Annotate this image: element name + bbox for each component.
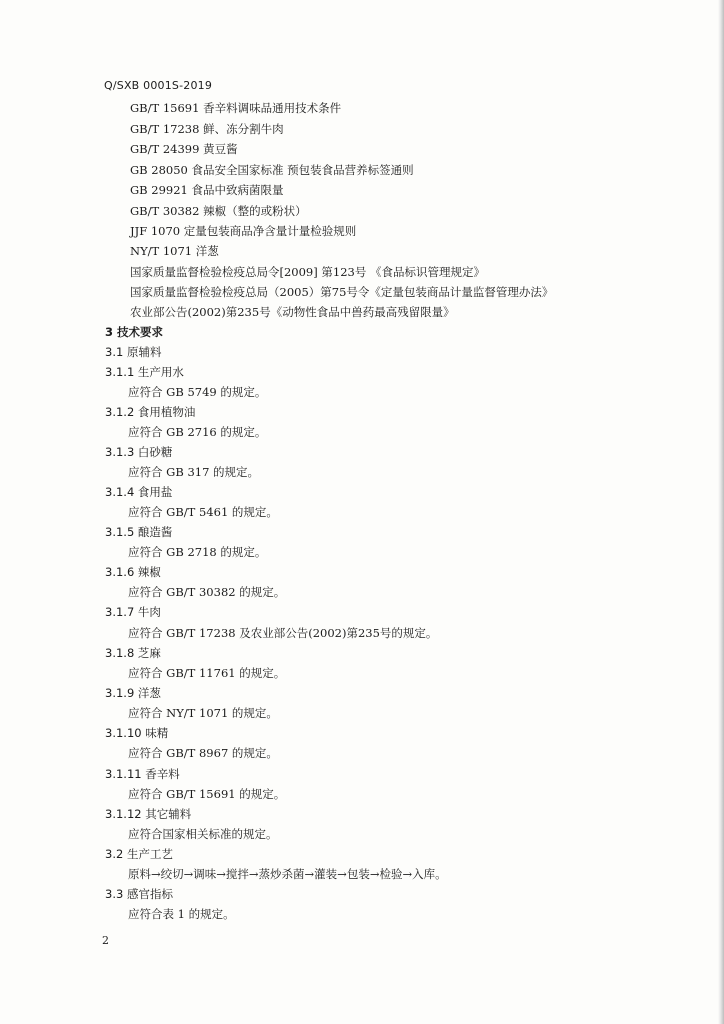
clause-heading: 3.1.5 酿造酱 bbox=[105, 525, 173, 539]
reference-item: JJF 1070 定量包装商品净含量计量检验规则 bbox=[130, 224, 357, 238]
scan-edge-shadow bbox=[718, 0, 724, 1024]
clause-heading: 3.1.6 辣椒 bbox=[105, 565, 161, 579]
clause-text: 应符合 NY/T 1071 的规定。 bbox=[128, 706, 278, 720]
clause-heading: 3.1.9 洋葱 bbox=[105, 686, 161, 700]
clause-heading: 3.1.2 食用植物油 bbox=[105, 405, 196, 419]
reference-item: GB 28050 食品安全国家标准 预包装食品营养标签通则 bbox=[130, 163, 414, 177]
reference-item: GB/T 17238 鲜、冻分割牛肉 bbox=[130, 122, 284, 136]
clause-text: 应符合 GB/T 8967 的规定。 bbox=[128, 746, 278, 760]
clause-heading: 3.1.10 味精 bbox=[105, 726, 169, 740]
clause-heading: 3.1.4 食用盐 bbox=[105, 485, 173, 499]
clause-text: 应符合国家相关标准的规定。 bbox=[128, 827, 278, 841]
clause-heading: 3.1.1 生产用水 bbox=[105, 365, 184, 379]
clause-text: 应符合 GB 2716 的规定。 bbox=[128, 425, 267, 439]
sensory-text: 应符合表 1 的规定。 bbox=[128, 907, 235, 921]
reference-item: 国家质量监督检验检疫总局（2005）第75号令《定量包装商品计量监督管理办法》 bbox=[130, 285, 554, 299]
standard-code-header: Q/SXB 0001S-2019 bbox=[104, 79, 213, 92]
process-flow-text: 原料→绞切→调味→搅拌→蒸炒杀菌→灌装→包装→检验→入库。 bbox=[128, 867, 447, 881]
clause-text: 应符合 GB 5749 的规定。 bbox=[128, 385, 267, 399]
reference-item: GB/T 30382 辣椒（整的或粉状） bbox=[130, 204, 307, 218]
reference-item: 国家质量监督检验检疫总局令[2009] 第123号 《食品标识管理规定》 bbox=[130, 265, 485, 279]
clause-heading: 3.1.3 白砂糖 bbox=[105, 445, 173, 459]
clause-text: 应符合 GB/T 11761 的规定。 bbox=[128, 666, 286, 680]
section-heading: 3.3 感官指标 bbox=[105, 887, 173, 901]
clause-heading: 3.1.12 其它辅料 bbox=[105, 807, 192, 821]
clause-text: 应符合 GB 2718 的规定。 bbox=[128, 545, 267, 559]
clause-heading: 3.1.8 芝麻 bbox=[105, 646, 161, 660]
clause-text: 应符合 GB 317 的规定。 bbox=[128, 465, 260, 479]
clause-heading: 3.1.7 牛肉 bbox=[105, 605, 161, 619]
clause-text: 应符合 GB/T 15691 的规定。 bbox=[128, 787, 286, 801]
reference-item: GB/T 15691 香辛料调味品通用技术条件 bbox=[130, 101, 342, 115]
clause-text: 应符合 GB/T 30382 的规定。 bbox=[128, 585, 286, 599]
clause-text: 应符合 GB/T 17238 及农业部公告(2002)第235号的规定。 bbox=[128, 626, 438, 640]
clause-heading: 3.1.11 香辛料 bbox=[105, 767, 180, 781]
clause-text: 应符合 GB/T 5461 的规定。 bbox=[128, 505, 278, 519]
reference-item: NY/T 1071 洋葱 bbox=[130, 244, 219, 258]
page-number: 2 bbox=[102, 934, 109, 947]
reference-item: GB 29921 食品中致病菌限量 bbox=[130, 183, 284, 197]
section-heading: 3.2 生产工艺 bbox=[105, 847, 173, 861]
reference-item: GB/T 24399 黄豆酱 bbox=[130, 142, 238, 156]
chapter-title: 3 技术要求 bbox=[105, 325, 164, 339]
section-heading: 3.1 原辅料 bbox=[105, 345, 162, 359]
reference-item: 农业部公告(2002)第235号《动物性食品中兽药最高残留限量》 bbox=[130, 305, 455, 319]
